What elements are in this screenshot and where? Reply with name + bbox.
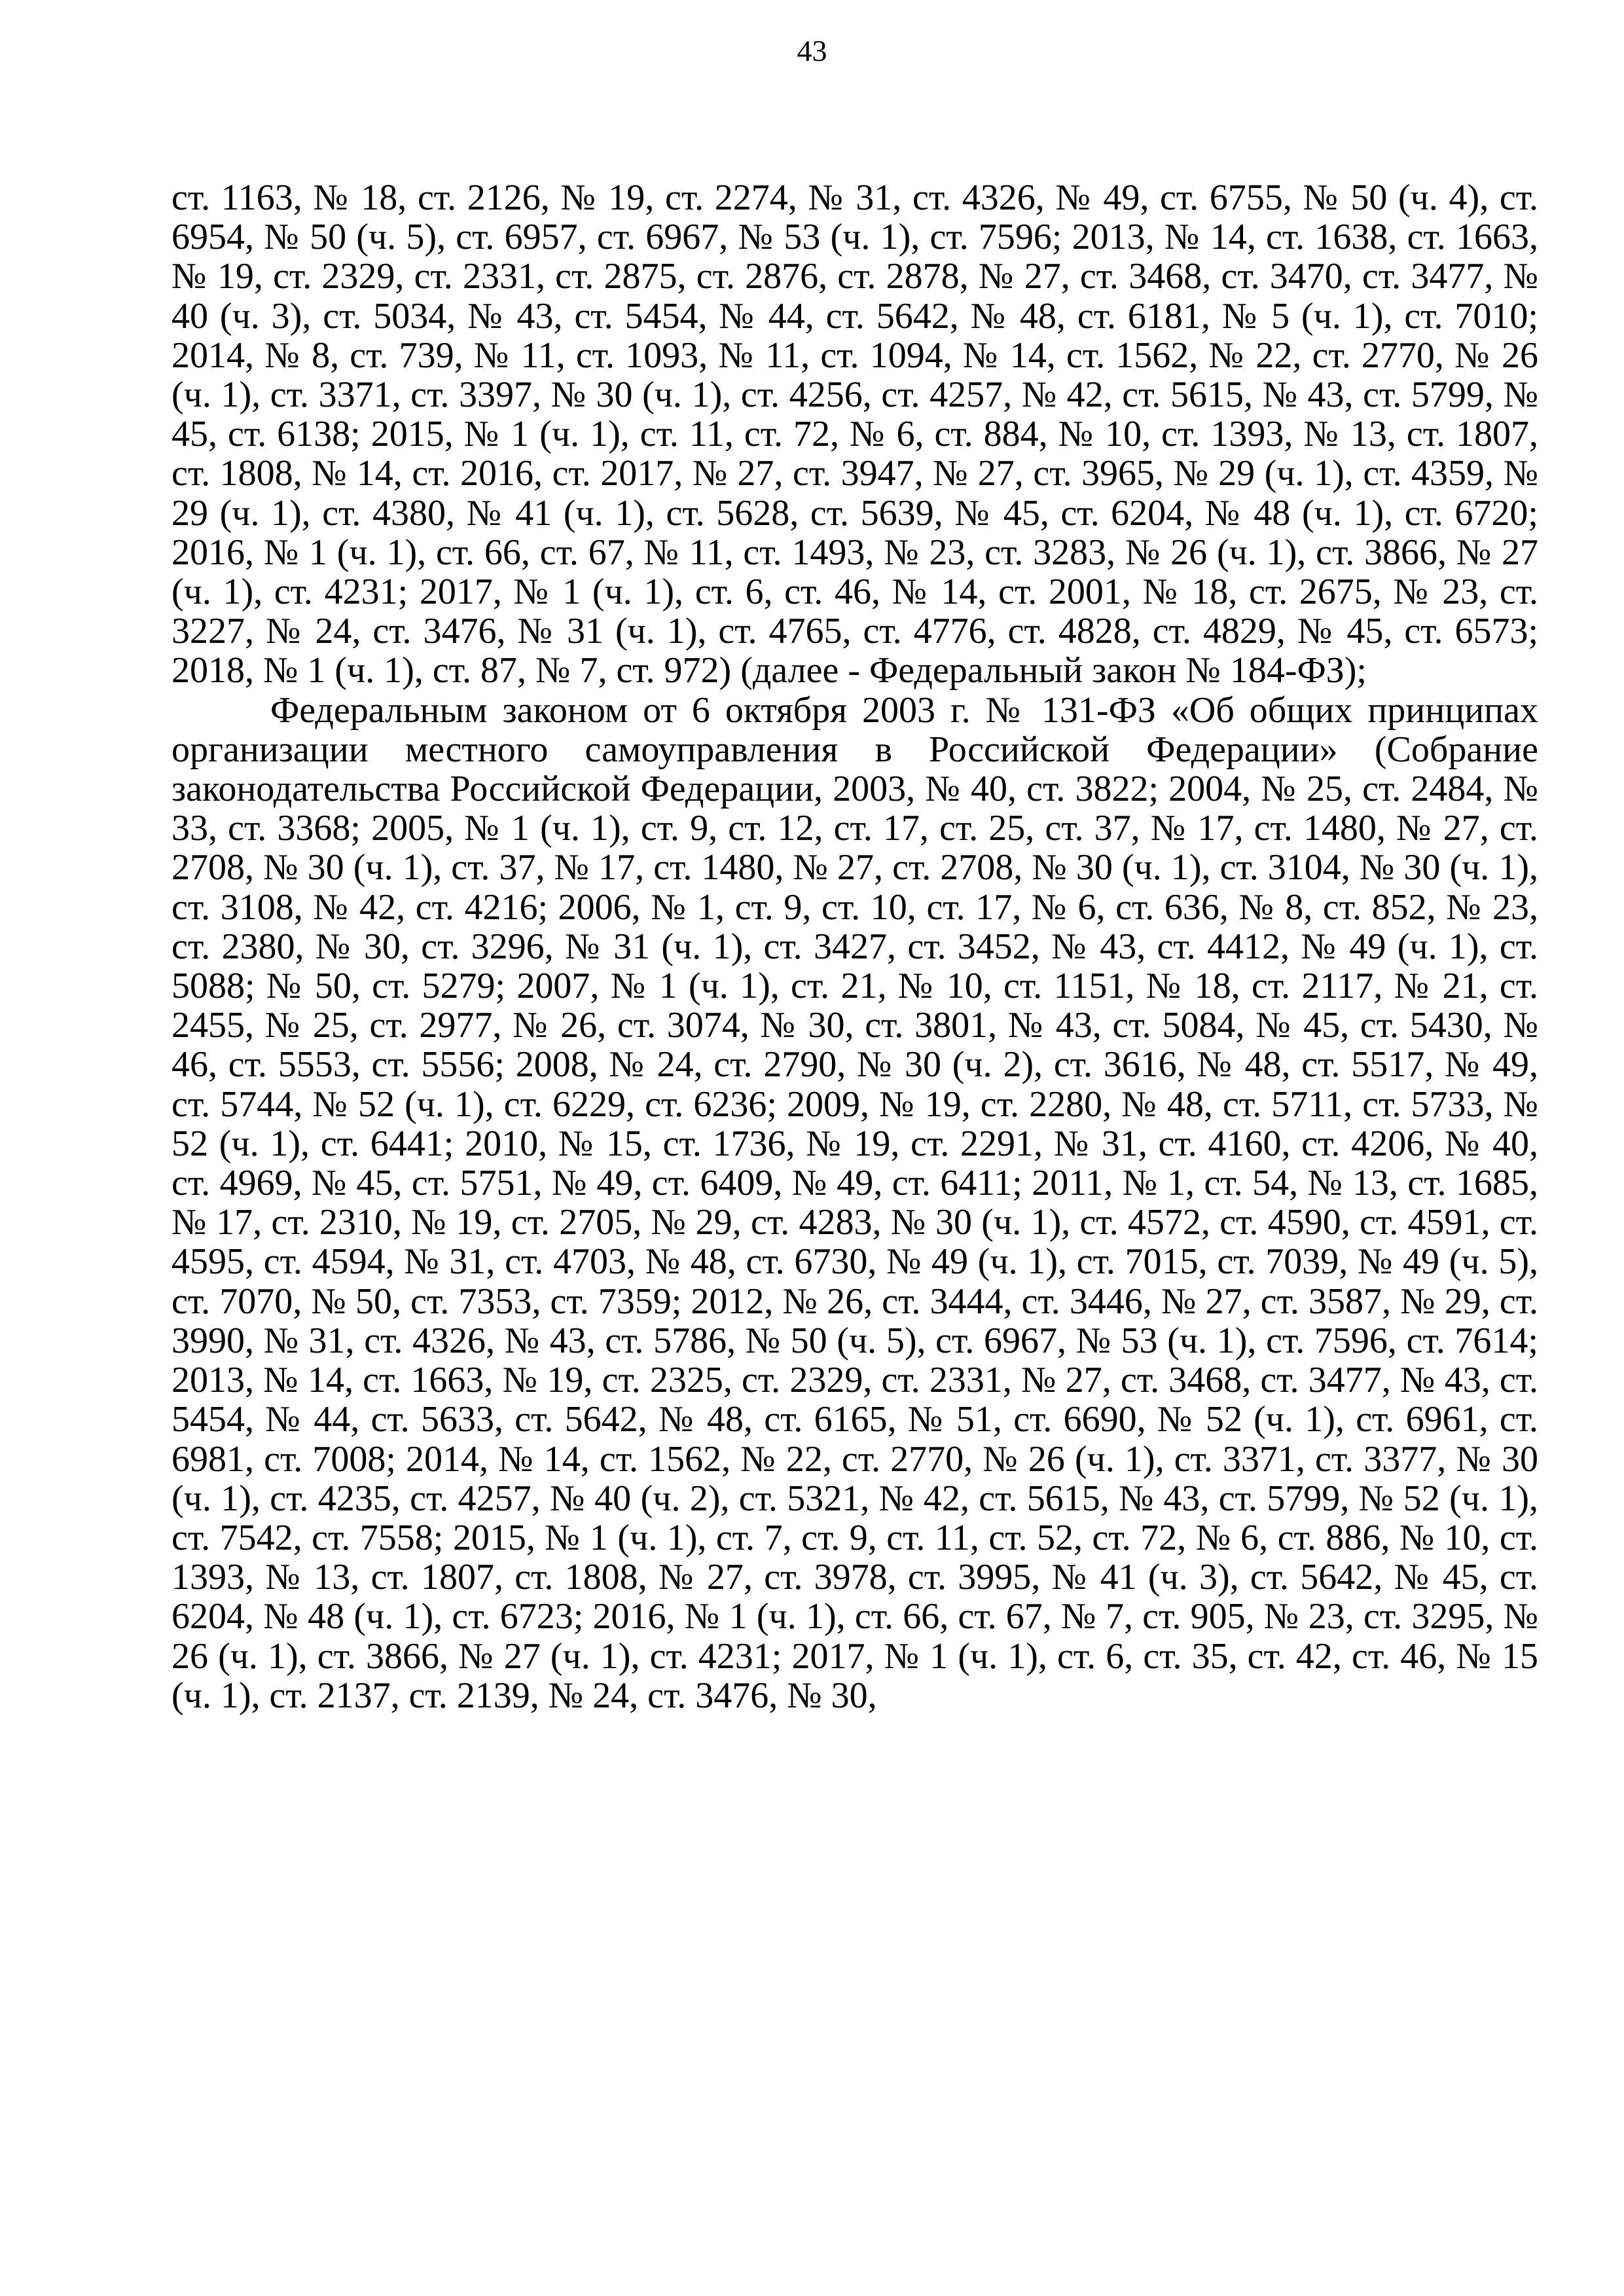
page-number: 43 — [797, 34, 827, 67]
document-body — [171, 178, 1538, 1715]
paragraph-law-184-fz-citations: ст. 1163, № 18, ст. 2126, № 19, ст. 2274, № 31, ст. 4326, № 49, ст. 6755, № 50 (ч. 4), ст. 6954, № 50 (ч. 5), ст. 6957, ст. 6967, № 53 (ч. 1), ст. 7596; 2013, № 14, ст. 1638, ст. 1663, № 19, ст. 2329, ст. 2331, ст. 2875, ст. 2876, ст. 2878, № 27, ст. 3468, ст. 3470, ст. 3477, № 40 (ч. 3), ст. 5034, № 43, ст. 5454, № 44, ст. 5642, № 48, ст. 6181, № 5 (ч. 1), ст. 7010; 2014, № 8, ст. 739, № 11, ст. 1093, № 11, ст. 1094, № 14, ст. 1562, № 22, ст. 2770, № 26 (ч. 1), ст. 3371, ст. 3397, № 30 (ч. 1), ст. 4256, ст. 4257, № 42, ст. 5615, № 43, ст. 5799, № 45, ст. 6138; 2015, № 1 (ч. 1), ст. 11, ст. 72, № 6, ст. 884, № 10, ст. 1393, № 13, ст. 1807, ст. 1808, № 14, ст. 2016, ст. 2017, № 27, ст. 3947, № 27, ст. 3965, № 29 (ч. 1), ст. 4359, № 29 (ч. 1), ст. 4380, № 41 (ч. 1), ст. 5628, ст. 5639, № 45, ст. 6204, № 48 (ч. 1), ст. 6720; 2016, № 1 (ч. 1), ст. 66, ст. 67, № 11, ст. 1493, № 23, ст. 3283, № 26 (ч. 1), ст. 3866, № 27 (ч. 1), ст. 4231; 2017, № 1 (ч. 1), ст. 6, ст. 46, № 14, ст. 2001, № 18, ст. 2675, № 23, ст. 3227, № 24, ст. 3476, № 31 (ч. 1), ст. 4765, ст. 4776, ст. 4828, ст. 4829, № 45, ст. 6573; 2018, № 1 (ч. 1), ст. 87, № 7, ст. 972) (далее - Федеральный закон № 184-ФЗ); — [171, 177, 1538, 691]
paragraph-law-131-fz-citations: Федеральным законом от 6 октября 2003 г. № 131-ФЗ «Об общих принципах организации местного самоуправления в Российской Федерации» (Собрание законодательства Российской Федерации, 2003, № 40, ст. 3822; 2004, № 25, ст. 2484, № 33, ст. 3368; 2005, № 1 (ч. 1), ст. 9, ст. 12, ст. 17, ст. 25, ст. 37, № 17, ст. 1480, № 27, ст. 2708, № 30 (ч. 1), ст. 37, № 17, ст. 1480, № 27, ст. 2708, № 30 (ч. 1), ст. 3104, № 30 (ч. 1), ст. 3108, № 42, ст. 4216; 2006, № 1, ст. 9, ст. 10, ст. 17, № 6, ст. 636, № 8, ст. 852, № 23, ст. 2380, № 30, ст. 3296, № 31 (ч. 1), ст. 3427, ст. 3452, № 43, ст. 4412, № 49 (ч. 1), ст. 5088; № 50, ст. 5279; 2007, № 1 (ч. 1), ст. 21, № 10, ст. 1151, № 18, ст. 2117, № 21, ст. 2455, № 25, ст. 2977, № 26, ст. 3074, № 30, ст. 3801, № 43, ст. 5084, № 45, ст. 5430, № 46, ст. 5553, ст. 5556; 2008, № 24, ст. 2790, № 30 (ч. 2), ст. 3616, № 48, ст. 5517, № 49, ст. 5744, № 52 (ч. 1), ст. 6229, ст. 6236; 2009, № 19, ст. 2280, № 48, ст. 5711, ст. 5733, № 52 (ч. 1), ст. 6441; 2010, № 15, ст. 1736, № 19, ст. 2291, № 31, ст. 4160, ст. 4206, № 40, ст. 4969, № 45, ст. 5751, № 49, ст. 6409, № 49, ст. 6411; 2011, № 1, ст. 54, № 13, ст. 1685, № 17, ст. 2310, № 19, ст. 2705, № 29, ст. 4283, № 30 (ч. 1), ст. 4572, ст. 4590, ст. 4591, ст. 4595, ст. 4594, № 31, ст. 4703, № 48, ст. 6730, № 49 (ч. 1), ст. 7015, ст. 7039, № 49 (ч. 5), ст. 7070, № 50, ст. 7353, ст. 7359; 2012, № 26, ст. 3444, ст. 3446, № 27, ст. 3587, № 29, ст. 3990, № 31, ст. 4326, № 43, ст. 5786, № 50 (ч. 5), ст. 6967, № 53 (ч. 1), ст. 7596, ст. 7614; 2013, № 14, ст. 1663, № 19, ст. 2325, ст. 2329, ст. 2331, № 27, ст. 3468, ст. 3477, № 43, ст. 5454, № 44, ст. 5633, ст. 5642, № 48, ст. 6165, № 51, ст. 6690, № 52 (ч. 1), ст. 6961, ст. 6981, ст. 7008; 2014, № 14, ст. 1562, № 22, ст. 2770, № 26 (ч. 1), ст. 3371, ст. 3377, № 30 (ч. 1), ст. 4235, ст. 4257, № 40 (ч. 2), ст. 5321, № 42, ст. 5615, № 43, ст. 5799, № 52 (ч. 1), ст. 7542, ст. 7558; 2015, № 1 (ч. 1), ст. 7, ст. 9, ст. 11, ст. 52, ст. 72, № 6, ст. 886, № 10, ст. 1393, № 13, ст. 1807, ст. 1808, № 27, ст. 3978, ст. 3995, № 41 (ч. 3), ст. 5642, № 45, ст. 6204, № 48 (ч. 1), ст. 6723; 2016, № 1 (ч. 1), ст. 66, ст. 67, № 7, ст. 905, № 23, ст. 3295, № 26 (ч. 1), ст. 3866, № 27 (ч. 1), ст. 4231; 2017, № 1 (ч. 1), ст. 6, ст. 35, ст. 42, ст. 46, № 15 (ч. 1), ст. 2137, ст. 2139, № 24, ст. 3476, № 30, — [171, 689, 1538, 1716]
